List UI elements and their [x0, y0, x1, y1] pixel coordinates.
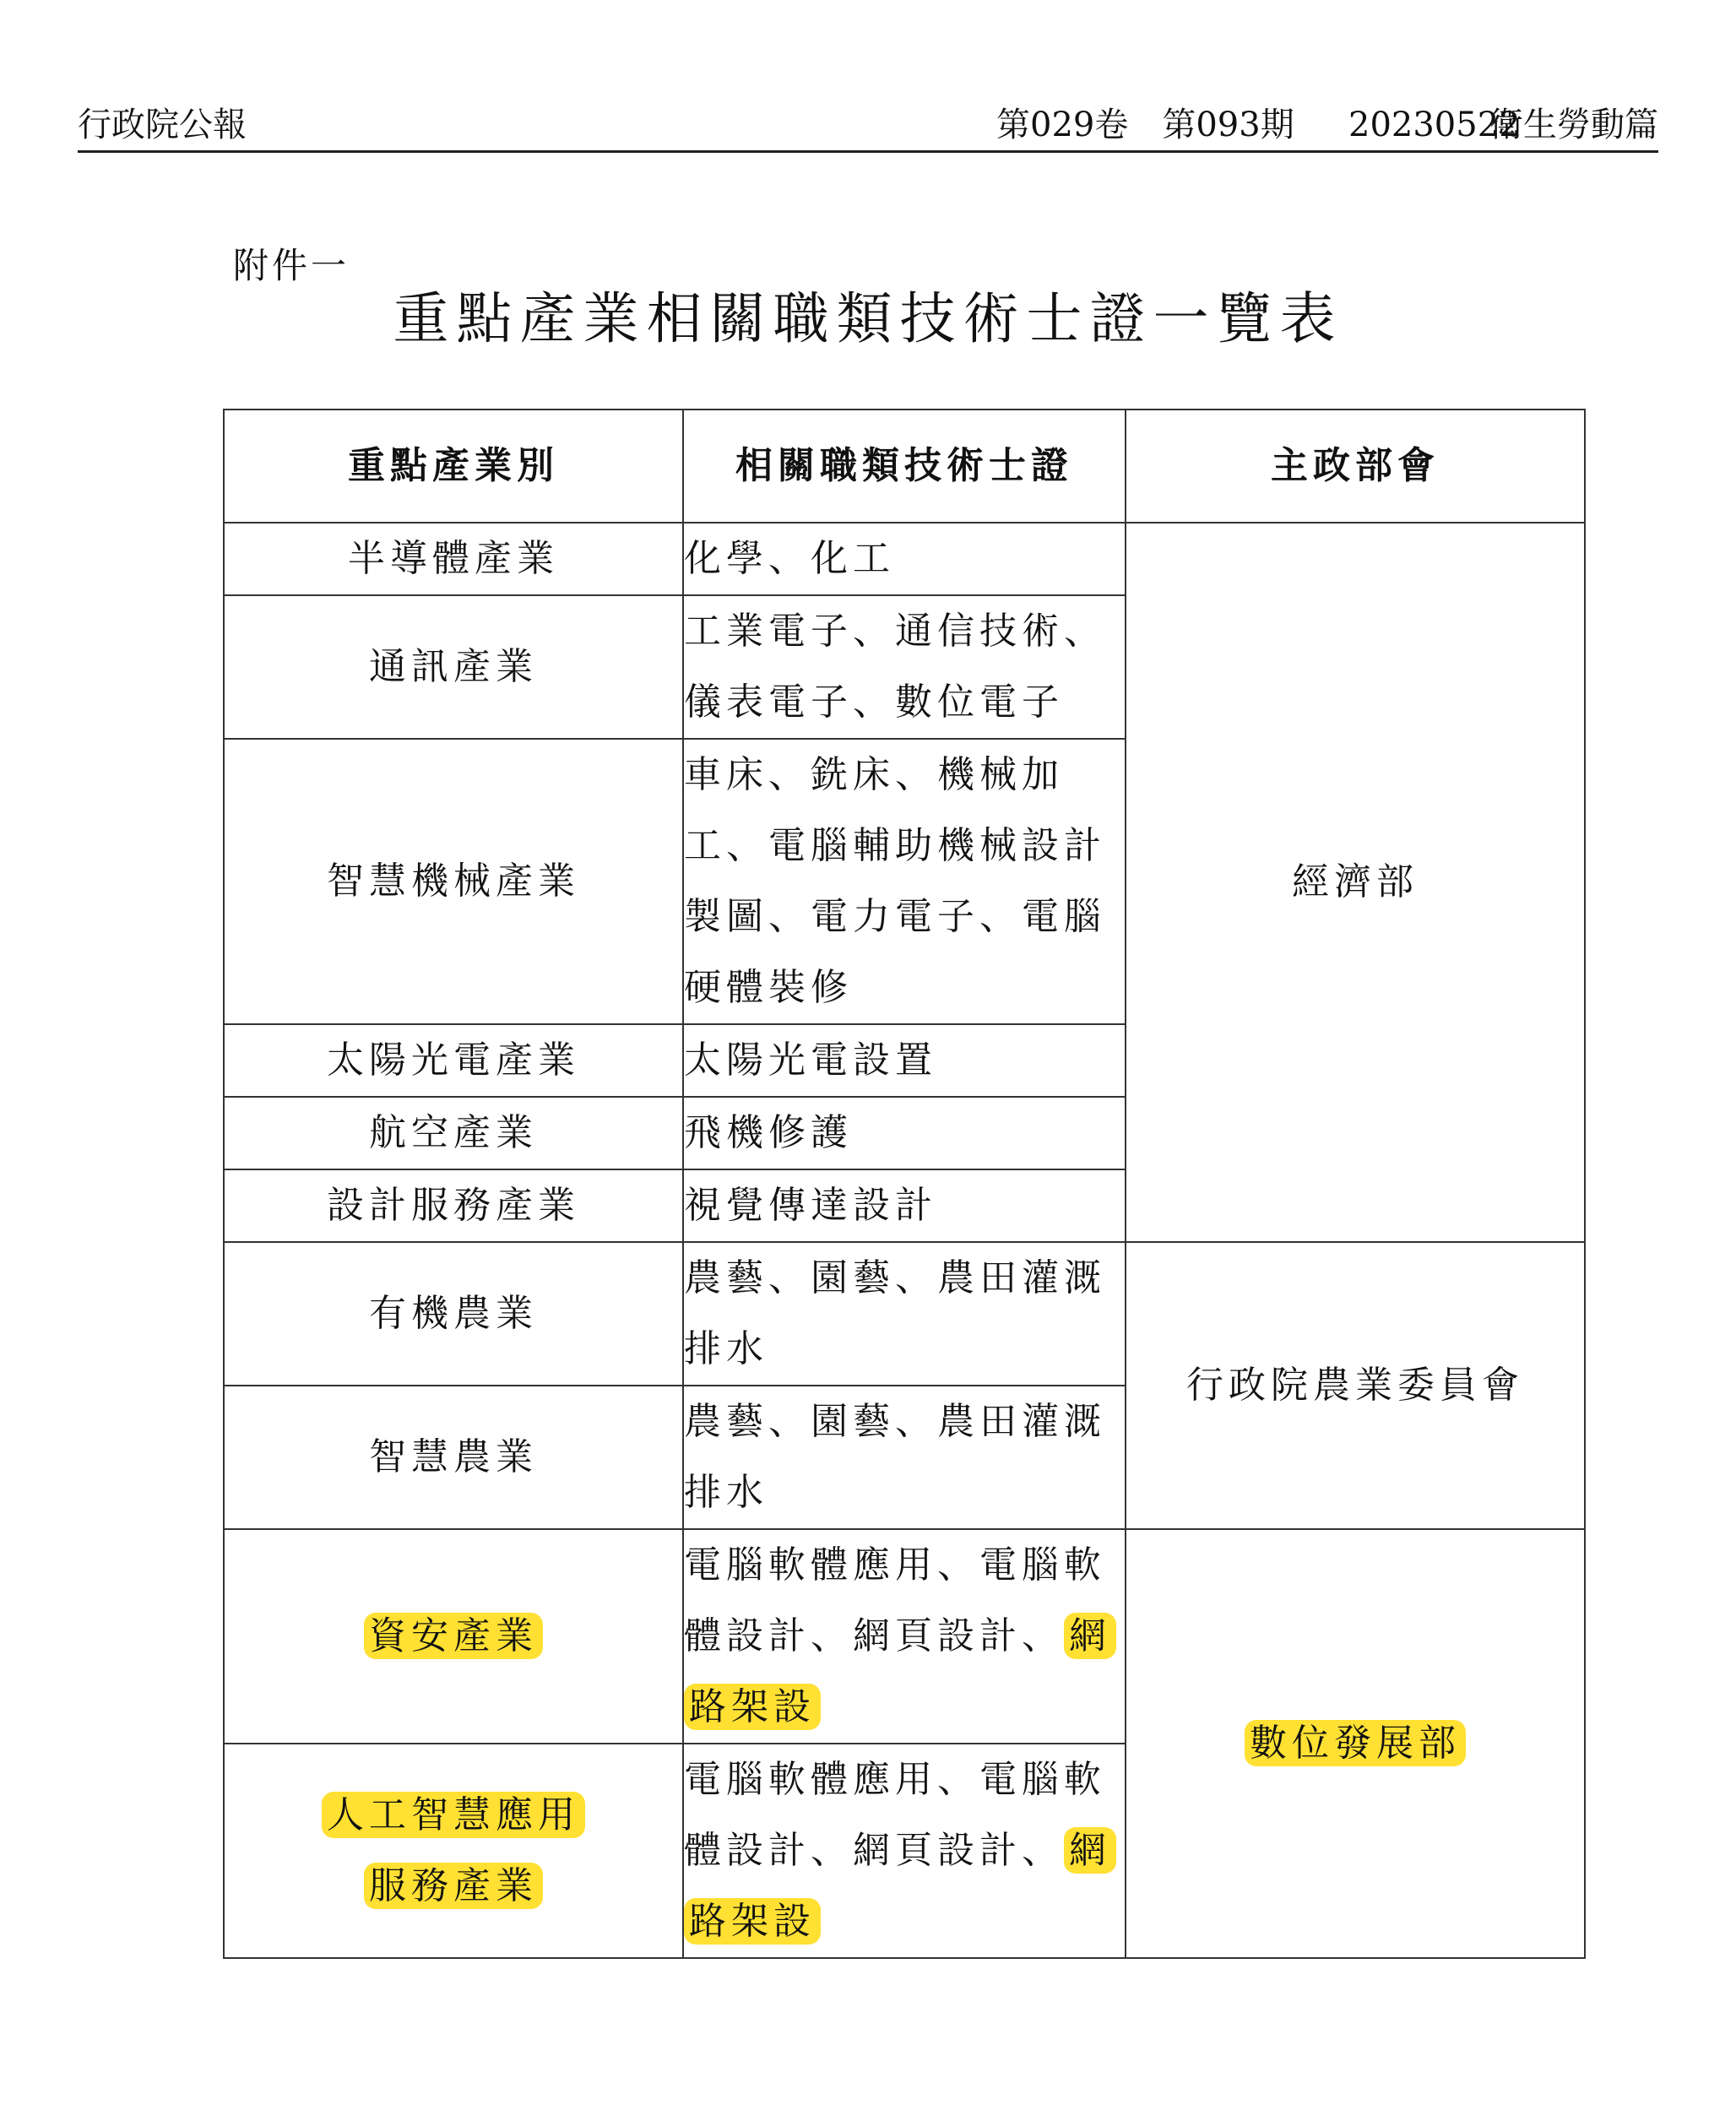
license-cell: 車床、銑床、機械加工、電腦輔助機械設計製圖、電力電子、電腦硬體裝修 — [683, 739, 1126, 1024]
ministry-cell: 經濟部 — [1126, 523, 1585, 1242]
industry-cell: 設計服務產業 — [224, 1169, 683, 1242]
table-row — [224, 1529, 1585, 1744]
highlighted-industry: 資安產業 — [364, 1613, 543, 1659]
page-title: 重點產業相關職類技術士證一覽表 — [393, 286, 1343, 351]
license-cell: 太陽光電設置 — [683, 1024, 1126, 1097]
publication-name: 行政院公報 — [78, 106, 247, 144]
industry-cell: 智慧機械產業 — [224, 739, 683, 1024]
publication-date: 20230522 — [1348, 106, 1521, 144]
ministry-cell: 行政院農業委員會 — [1126, 1242, 1585, 1529]
industry-cell: 太陽光電產業 — [224, 1024, 683, 1097]
industry-cell: 通訊產業 — [224, 595, 683, 739]
license-cell: 農藝、園藝、農田灌溉排水 — [683, 1386, 1126, 1529]
table-row — [224, 1242, 1585, 1386]
table-header-row — [224, 410, 1585, 523]
column-header-ministry: 主政部會 — [1126, 410, 1585, 523]
license-cell: 化學、化工 — [683, 523, 1126, 595]
attachment-label: 附件一 — [233, 245, 350, 286]
highlighted-industry: 人工智慧應用服務產業 — [322, 1792, 585, 1909]
license-cell: 視覺傳達設計 — [683, 1169, 1126, 1242]
industry-cell: 航空產業 — [224, 1097, 683, 1169]
highlighted-license: 網路架設 — [684, 1827, 1116, 1945]
highlighted-license: 網路架設 — [684, 1613, 1116, 1730]
column-header-license: 相關職類技術士證 — [683, 410, 1126, 523]
license-cell: 工業電子、通信技術、儀表電子、數位電子 — [683, 595, 1126, 739]
industry-cell: 智慧農業 — [224, 1386, 683, 1529]
volume-issue: 第029卷 第093期 — [996, 106, 1294, 144]
highlighted-ministry: 數位發展部 — [1245, 1720, 1466, 1766]
industry-license-table — [223, 409, 1586, 1959]
license-cell: 飛機修護 — [683, 1097, 1126, 1169]
industry-cell: 半導體產業 — [224, 523, 683, 595]
section-name: 衛生勞動篇 — [1489, 106, 1658, 144]
column-header-industry: 重點產業別 — [224, 410, 683, 523]
license-text: 電腦軟體應用、電腦軟體設計、網頁設計、 — [684, 1543, 1106, 1657]
license-cell: 農藝、園藝、農田灌溉排水 — [683, 1242, 1126, 1386]
ministry-cell — [1126, 1529, 1585, 1958]
license-text: 電腦軟體應用、電腦軟體設計、網頁設計、 — [684, 1758, 1106, 1872]
license-cell — [683, 1529, 1126, 1744]
industry-cell: 有機農業 — [224, 1242, 683, 1386]
license-cell — [683, 1744, 1126, 1958]
industry-cell — [224, 1744, 683, 1958]
table-row — [224, 523, 1585, 595]
industry-cell — [224, 1529, 683, 1744]
running-header — [78, 101, 1658, 153]
